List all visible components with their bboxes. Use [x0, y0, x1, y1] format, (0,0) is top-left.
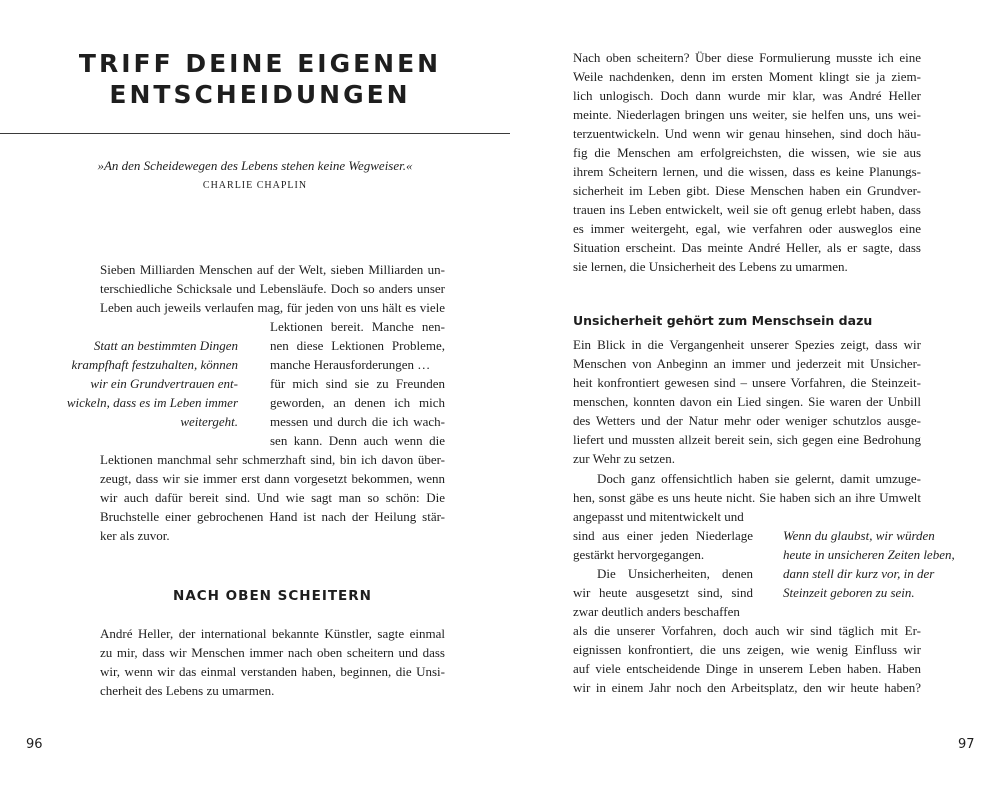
body-line: Die Unsicherheiten, denen [597, 566, 753, 581]
body-line: als die unserer Vorfahren, doch auch wir sind täglich mit Er- [573, 623, 921, 638]
body-line: Situation erscheint. Das meinte André Heller, als er sagte, dass [573, 240, 921, 255]
body-line: manche Herausforderungen … [270, 357, 431, 372]
body-line: ihrem Scheitern lernen, und die wissen, dass es keine Planungs- [573, 164, 921, 179]
epigraph-author: CHARLIE CHAPLIN [202, 180, 308, 191]
section-heading: NACH OBEN SCHEITERN [173, 588, 372, 604]
body-line: André Heller, der international bekannte Künstler, sagte einmal [100, 626, 445, 641]
margin-quote-line: Steinzeit geboren zu sein. [783, 585, 915, 600]
body-line: cherheit des Lebens zu umarmen. [100, 683, 275, 698]
title-divider [0, 133, 510, 134]
body-line: Menschen von Anbeginn an immer und jederzeit mit Unsicher- [573, 356, 921, 371]
chapter-title-line-2: ENTSCHEIDUNGEN [109, 80, 411, 109]
body-line: ker als zuvor. [100, 528, 170, 543]
body-line: trauen ins Leben entwickelt, weil sie oft genug erlebt haben, dass [573, 202, 921, 217]
body-line: liefert und mussten allzeit bereit sein, sich gegen eine Bedrohung [573, 432, 921, 447]
body-line: Sieben Milliarden Menschen auf der Welt, sieben Milliarden un- [100, 262, 445, 277]
body-line: wir heute ausgesetzt sind, sind [573, 585, 753, 600]
body-line: Weile nachdenken, denn im ersten Moment klingt sie ja ziem- [573, 69, 921, 84]
body-line: Bruchstelle einer gebrochenen Hand ist nach der Heilung stär- [100, 509, 445, 524]
body-line: Lektionen manchmal sehr schmerzhaft sind, bin ich davon über- [100, 452, 445, 467]
body-line: sen kann. Denn auch wenn die [270, 433, 445, 448]
body-line: für mich sind sie zu Freunden [270, 376, 445, 391]
body-line: es immer weitergeht, egal, wie verfahren oder ausweglos eine [573, 221, 921, 236]
body-line: sind aus einer jeden Niederlage [573, 528, 753, 543]
chapter-title-line-1: TRIFF DEINE EIGENEN [78, 49, 442, 78]
body-line: gestärkt hervorgegangen. [573, 547, 705, 562]
body-line: Lektionen bereit. Manche nen- [270, 319, 445, 334]
margin-quote-line: Wenn du glaubst, wir würden [783, 528, 935, 543]
section-heading: Unsicherheit gehört zum Menschsein dazu [573, 313, 873, 328]
margin-quote-line: wir ein Grundvertrauen ent- [90, 376, 238, 391]
body-line: des Wetters und der Natur mehr oder weniger schutzlos ausge- [573, 413, 921, 428]
body-line: wir, wenn wir das einmal verstanden haben, beginnen, die Unsi- [100, 664, 445, 679]
body-line: geworden, an denen ich mich [270, 395, 445, 410]
body-line: Ein Blick in die Vergangenheit unserer Spezies zeigt, dass wir [573, 337, 921, 352]
body-line: terschiedliche Schicksale und Lebensläufe. Doch so anders unser [100, 281, 445, 296]
body-line: messen und durch die ich wach- [270, 414, 445, 429]
body-line: fig die Menschen am erfolgreichsten, die wissen, wie sie aus [573, 145, 921, 160]
body-line: meinte. Niederlagen bringen uns weiter, sie helfen uns, uns wei- [573, 107, 921, 122]
body-line: angepasst und mitentwickelt und [573, 509, 744, 524]
body-line: eignissen konfrontiert, die uns zeigen, wie wenig Einfluss wir [573, 642, 921, 657]
page-number-right: 97 [958, 737, 975, 752]
body-line: sicherheit im Leben gibt. Diese Menschen haben ein Grundver- [573, 183, 921, 198]
body-line: menschen, konnten davon ein Lied singen. Sie waren der Unbill [573, 394, 921, 409]
body-line: wir auch dafür bereit sind. Und wie sagt man so schön: Die [100, 490, 445, 505]
margin-quote-line: wickeln, dass es im Leben immer [66, 395, 238, 410]
body-line: hen, sonst gäbe es uns heute nicht. Sie haben sich an ihre Umwelt [573, 490, 921, 505]
body-line: nen diese Lektionen Probleme, [270, 338, 445, 353]
margin-quote-line: dann stell dir kurz vor, in der [783, 566, 935, 581]
body-line: lich unlogisch. Doch dann wurde mir klar, was André Heller [573, 88, 921, 103]
body-line: Doch ganz offensichtlich haben sie gelernt, damit umzuge- [597, 471, 921, 486]
body-line: terzuentwickeln. Und wenn wir genau hinsehen, sind doch häu- [573, 126, 921, 141]
body-line: zeugt, dass wir sie immer erst dann vorgesetzt bekommen, wenn [100, 471, 445, 486]
margin-quote-line: krampfhaft festzuhalten, können [71, 357, 238, 372]
body-line: zwar deutlich anders beschaffen [573, 604, 740, 619]
margin-quote-line: weitergeht. [180, 414, 238, 429]
body-line: zur Wehr zu setzen. [573, 451, 675, 466]
margin-quote-line: Statt an bestimmten Dingen [93, 338, 238, 353]
body-line: wir in einem Jahr noch den Arbeitsplatz, den wir heute haben? [573, 680, 921, 695]
body-line: heit konfrontiert gewesen sind – unsere Vorfahren, die Steinzeit- [573, 375, 921, 390]
body-line: auf viele entscheidende Dinge in unserem Leben haben. Haben [573, 661, 921, 676]
epigraph-quote: »An den Scheidewegen des Lebens stehen keine Wegweiser.« [97, 158, 413, 173]
body-line: sie lernen, die Unsicherheit des Lebens zu umarmen. [573, 259, 848, 274]
body-line: zu mir, dass wir Menschen immer nach oben scheitern und dass [100, 645, 445, 660]
body-line: Leben auch jeweils verlaufen mag, für jeden von uns hält es viele [100, 300, 445, 315]
body-line: Nach oben scheitern? Über diese Formulierung musste ich eine [573, 50, 921, 65]
page-number-left: 96 [26, 737, 43, 752]
margin-quote-line: heute in unsicheren Zeiten leben, [783, 547, 955, 562]
